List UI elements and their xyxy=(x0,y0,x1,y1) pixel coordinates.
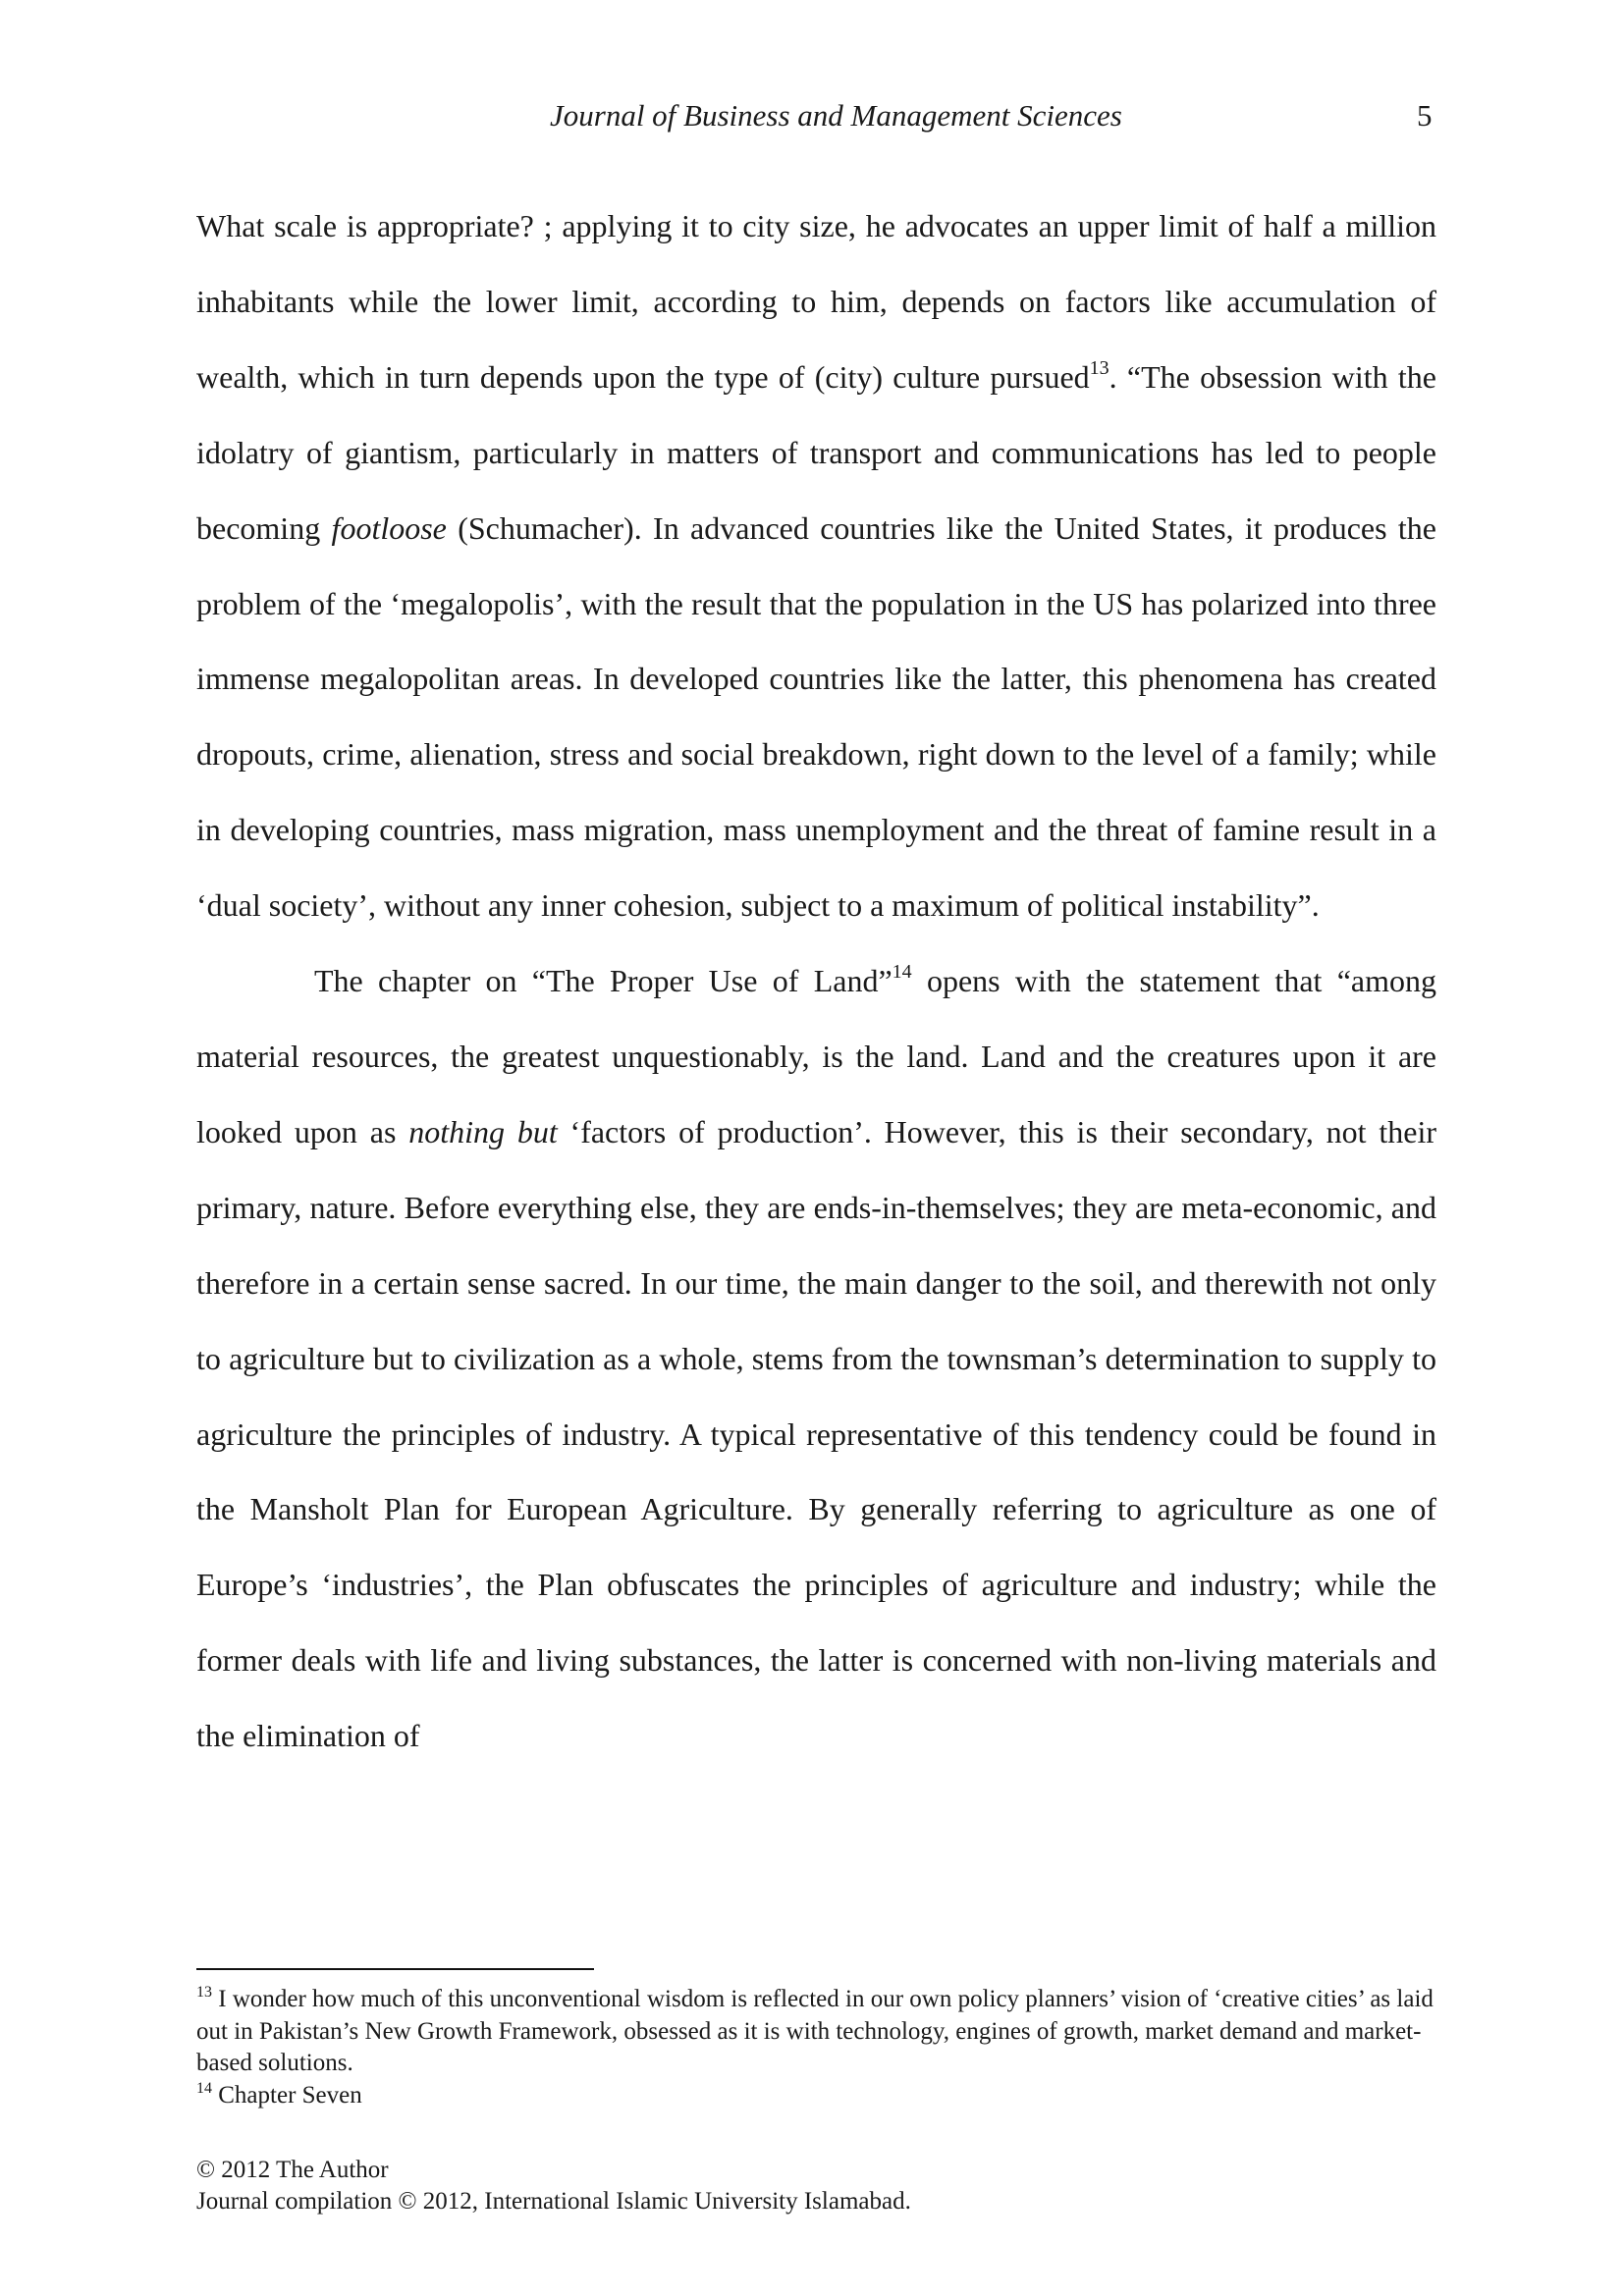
footnote-marker: 13 xyxy=(196,1984,212,2001)
paragraph-text: The chapter on “The Proper Use of Land” xyxy=(314,963,893,999)
paragraph-text: opens with the statement that “among material resources, the greatest unquestionably, is the land. Land and the creatures upon it are looked upon as xyxy=(196,963,1437,1149)
copyright-line: © 2012 The Author xyxy=(196,2157,389,2183)
footnote-text: I wonder how much of this unconventional wisdom is reflected in our own policy planners’ vision of ‘creative cities’ as laid out in Pakistan’s New Growth Framework, obsessed as it is with technology, engines of growth, market demand and market-based solutions. xyxy=(196,1986,1434,2076)
journal-title: Journal of Business and Management Sciences xyxy=(550,98,1122,133)
journal-compilation-line: Journal compilation © 2012, International Islamic University Islamabad. xyxy=(196,2188,911,2215)
footnotes xyxy=(196,1984,1436,2111)
page-footer xyxy=(196,2155,1436,2217)
paragraph-text: . “The obsession with the idolatry of giantism, particularly in matters of transport and communications has led to people becoming xyxy=(196,358,1436,546)
running-header xyxy=(0,98,1623,147)
paragraph-text: What scale is appropriate? ; applying it to city size, he advocates an upper limit of half a million inhabitants while the lower limit, according to him, depends on factors like accumulation of wealth, which in turn depends upon the type of (city) culture pursued xyxy=(196,208,1436,395)
footnote-divider xyxy=(196,1968,594,1970)
main-body xyxy=(196,188,1436,1774)
paragraph-scale xyxy=(196,188,1436,943)
footnote-reference-13[interactable]: 13 xyxy=(1089,356,1109,379)
emphasis-nothing-but: nothing but xyxy=(408,1113,558,1149)
emphasis-footloose: footloose xyxy=(331,509,447,546)
paragraph-text: (Schumacher). In advanced countries like the United States, it produces the problem of the ‘megalopolis’, with the result that the population in the US has polarized into three immense megalopolitan areas. In developed countries like the latter, this phenomena has created dropouts, crime, alienation, stress and social breakdown, right down to the level of a family; while in developing countries, mass migration, mass unemployment and the threat of famine result in a ‘dual society’, without any inner cohesion, subject to a maximum of political instability”. xyxy=(196,509,1437,924)
paragraph-text: ‘factors of production’. However, this is their secondary, not their primary, nature. Before everything else, they are ends-in-themselves; they are meta-economic, and therefore in a certain sense sacred. In our time, the main danger to the soil, and therewith not only to agriculture but to civilization as a whole, stems from the townsman’s determination to supply to agriculture the principles of industry. A typical representative of this tendency could be found in the Mansholt Plan for European Agriculture. By generally referring to agriculture as one of Europe’s ‘industries’, the Plan obfuscates the principles of agriculture and industry; while the former deals with life and living substances, the latter is concerned with non-living materials and the elimination of xyxy=(196,1113,1437,1754)
paragraph-land xyxy=(196,943,1436,1774)
footnote-text: Chapter Seven xyxy=(212,2081,362,2109)
footnote-marker: 14 xyxy=(196,2079,212,2097)
footnote-13 xyxy=(196,1984,1436,2080)
footnote-reference-14[interactable]: 14 xyxy=(892,961,912,984)
page-number: 5 xyxy=(1417,98,1433,133)
footnote-14 xyxy=(196,2080,1436,2112)
